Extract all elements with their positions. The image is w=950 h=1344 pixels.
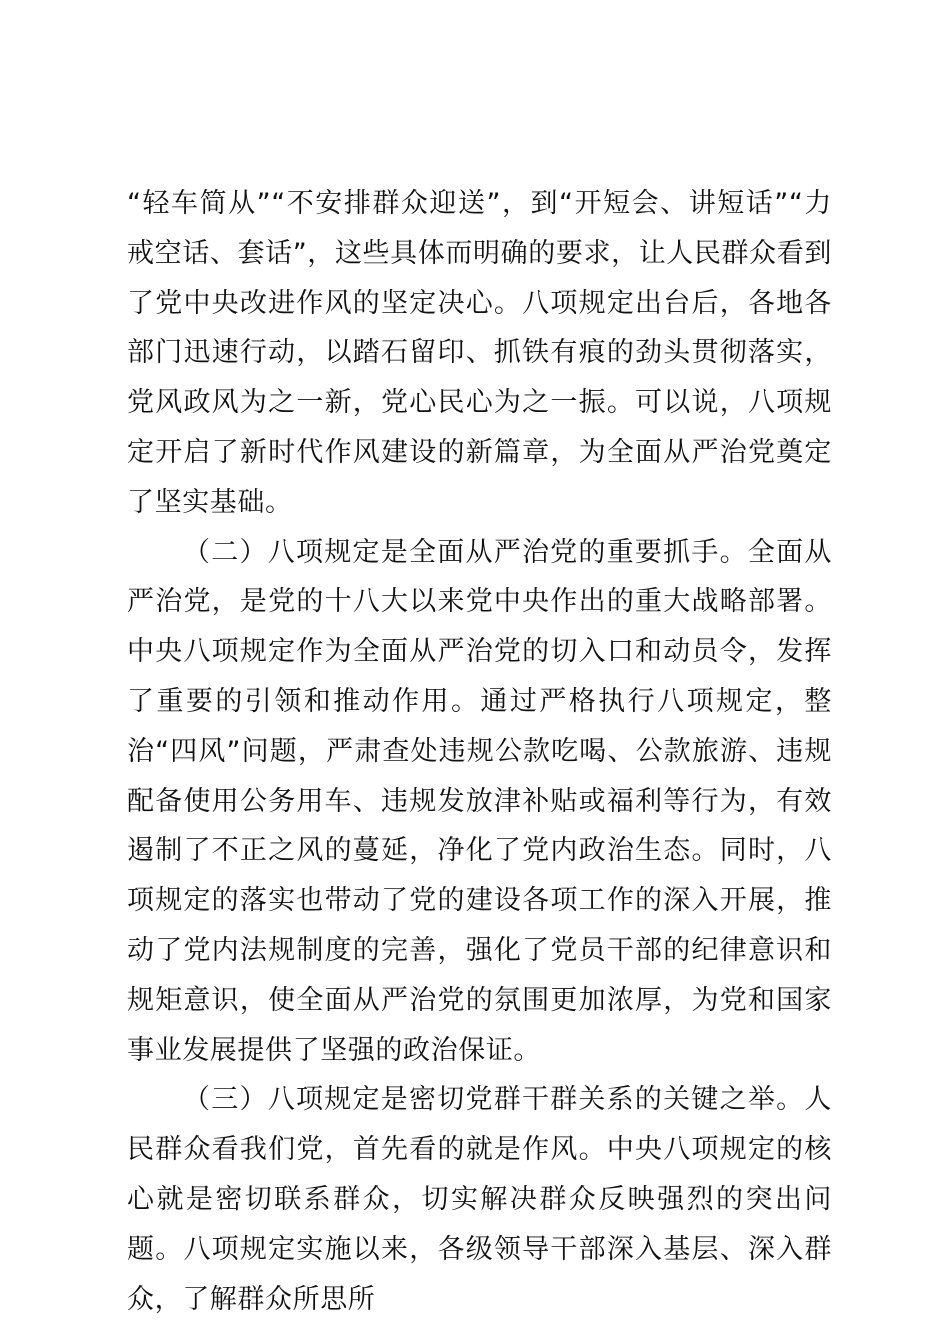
paragraph-continued-intro: “轻车简从”“不安排群众迎送”，到“开短会、讲短话”“力戒空话、套话”，这些具体而明确的要求，让人民群众看到了党中央改进作风的坚定决心。八项规定出台后，各地各部门迅速行动，以踏石留印、抓铁有痕的劲头贯彻落实，党风政风为之一新，党心民心为之一振。可以说，八项规定开启了新时代作风建设的新篇章，为全面从严治党奠定了坚实基础。 <box>127 188 832 518</box>
paragraph-section-three: （三）八项规定是密切党群干群关系的关键之举。人民群众看我们党，首先看的就是作风。中央八项规定的核心就是密切联系群众，切实解决群众反映强烈的突出问题。八项规定实施以来，各级领导干部深入基层、深入群众，了解群众所思所 <box>127 1084 832 1315</box>
document-body <box>127 179 832 1324</box>
paragraph-section-two: （二）八项规定是全面从严治党的重要抓手。全面从严治党，是党的十八大以来党中央作出的重大战略部署。中央八项规定作为全面从严治党的切入口和动员令，发挥了重要的引领和推动作用。通过严格执行八项规定，整治“四风”问题，严肃查处违规公款吃喝、公款旅游、违规配备使用公务用车、违规发放津补贴或福利等行为，有效遏制了不正之风的蔓延，净化了党内政治生态。同时，八项规定的落实也带动了党的建设各项工作的深入开展，推动了党内法规制度的完善，强化了党员干部的纪律意识和规矩意识，使全面从严治党的氛围更加浓厚，为党和国家事业发展提供了坚强的政治保证。 <box>127 536 832 1066</box>
